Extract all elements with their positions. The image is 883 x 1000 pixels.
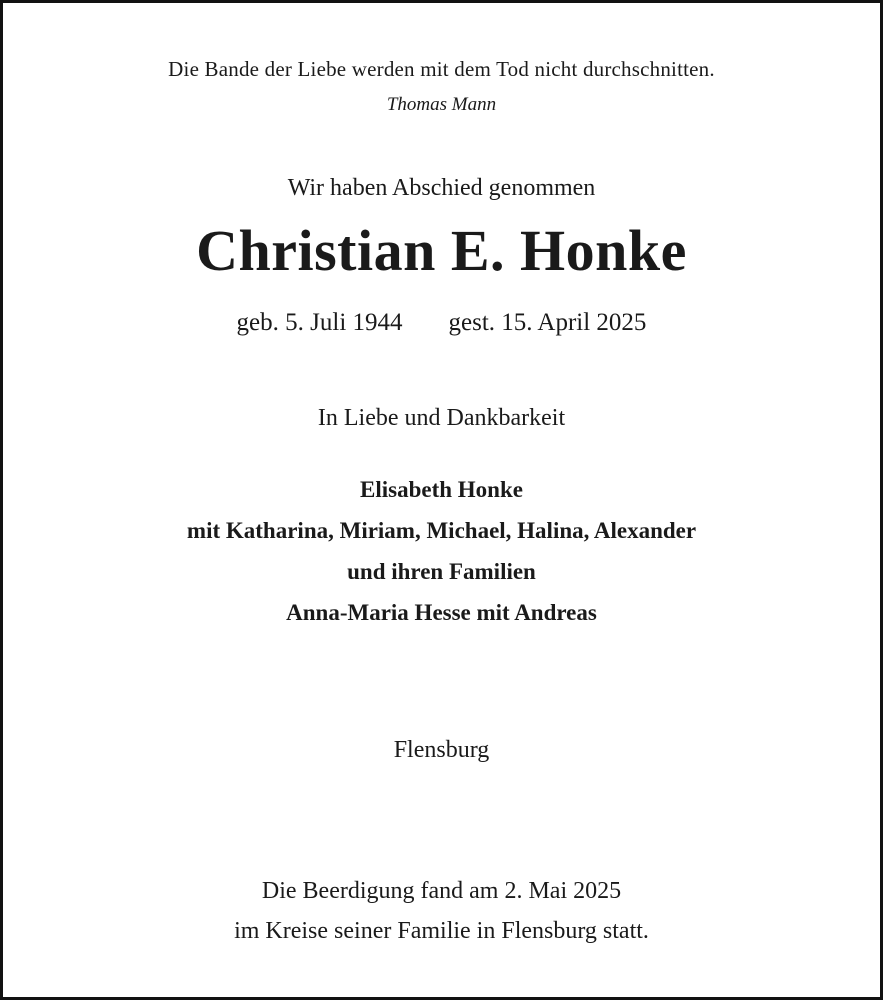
mourner-line: Anna-Maria Hesse mit Andreas	[286, 600, 597, 625]
life-dates	[3, 309, 880, 337]
mourners-list	[3, 469, 880, 633]
funeral-line: Die Beerdigung fand am 2. Mai 2025	[261, 878, 622, 904]
farewell-text: In Liebe und Dankbarkeit	[317, 405, 566, 431]
birth-date: geb. 5. Juli 1944	[236, 309, 403, 336]
death-date: gest. 15. April 2025	[448, 309, 647, 336]
intro-text: Wir haben Abschied genommen	[287, 175, 596, 201]
quote-author: Thomas Mann	[386, 94, 497, 115]
deceased-name: Christian E. Honke	[196, 218, 687, 283]
funeral-line: im Kreise seiner Familie in Flensburg statt.	[234, 918, 649, 944]
mourner-line: Elisabeth Honke	[360, 477, 523, 502]
mourner-line: mit Katharina, Miriam, Michael, Halina, Alexander	[186, 518, 697, 543]
place-text: Flensburg	[393, 737, 490, 763]
funeral-info	[3, 871, 880, 951]
quote-text: Die Bande der Liebe werden mit dem Tod nicht durchschnitten.	[168, 57, 715, 81]
mourner-line: und ihren Familien	[347, 559, 536, 584]
